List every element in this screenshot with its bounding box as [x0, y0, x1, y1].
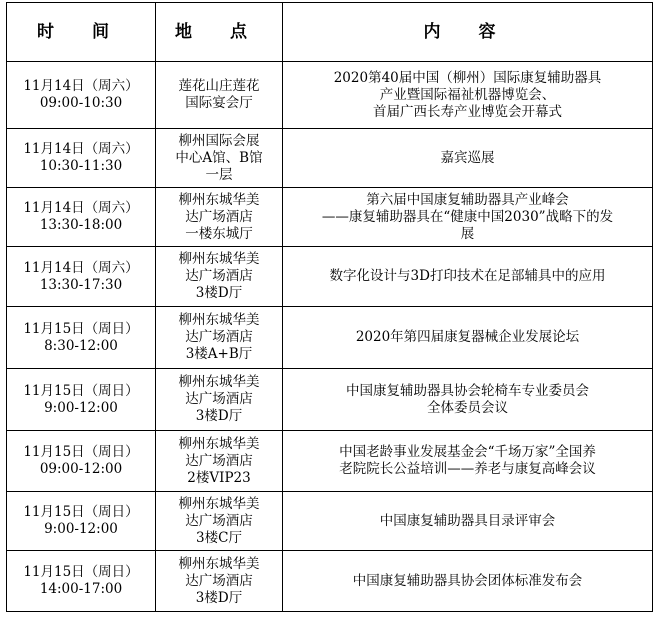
place-line: 3楼A+B厅 — [185, 346, 253, 362]
schedule-table — [6, 2, 653, 612]
table-row — [7, 551, 653, 612]
place-cell — [156, 551, 283, 612]
place-line: 达广场酒店 — [185, 391, 253, 407]
place-line: 3楼D厅 — [195, 589, 243, 606]
table-row — [7, 307, 653, 369]
time-cell — [7, 247, 156, 307]
place-cell — [156, 492, 283, 551]
content-line: 中国康复辅助器具协会团体标准发布会 — [352, 572, 583, 589]
table-row — [7, 369, 653, 431]
content-cell — [283, 307, 653, 369]
content-cell — [283, 62, 653, 129]
header-content: 内 容 — [283, 3, 653, 62]
place-line: 莲花山庄莲花 — [178, 78, 260, 94]
content-line: 2020第40届中国（柳州）国际康复辅助器具 — [333, 69, 602, 86]
content-cell — [283, 492, 653, 551]
place-line: 柳州东城华美 — [178, 374, 260, 390]
place-line: 达广场酒店 — [185, 208, 253, 225]
date-text: 11月15日（周日） — [23, 504, 139, 520]
content-line: 数字化设计与3D打印技术在足部辅具中的应用 — [329, 268, 606, 284]
place-cell — [156, 188, 283, 247]
place-cell — [156, 62, 283, 129]
content-line: 产业暨国际福祉机器博览会、 — [379, 86, 556, 103]
time-text: 09:00-10:30 — [39, 95, 123, 111]
content-line: 全体委员会议 — [427, 399, 508, 416]
place-line: 达广场酒店 — [185, 572, 253, 589]
content-cell — [283, 247, 653, 307]
place-line: 柳州东城华美 — [178, 435, 260, 452]
time-cell — [7, 62, 156, 129]
place-line: 国际宴会厅 — [185, 95, 253, 111]
table-row — [7, 188, 653, 247]
table-row — [7, 129, 653, 188]
content-line: 首届广西长寿产业博览会开幕式 — [373, 103, 562, 120]
place-line: 中心A馆、B馆 — [175, 149, 263, 166]
content-line: ——康复辅助器具在“健康中国2030”战略下的发 — [321, 208, 614, 225]
place-line: 3楼D厅 — [195, 408, 243, 424]
time-cell — [7, 492, 156, 551]
place-line: 3楼C厅 — [196, 529, 242, 546]
date-text: 11月14日（周六） — [23, 141, 139, 157]
header-time: 时 间 — [7, 3, 156, 62]
date-text: 11月14日（周六） — [23, 200, 139, 216]
place-cell — [156, 431, 283, 492]
date-text: 11月15日（周日） — [23, 444, 139, 460]
time-text: 09:00-12:00 — [39, 461, 123, 477]
place-cell — [156, 247, 283, 307]
place-line: 柳州东城华美 — [178, 555, 260, 572]
content-cell — [283, 551, 653, 612]
place-line: 达广场酒店 — [185, 268, 253, 284]
date-text: 11月14日（周六） — [23, 259, 139, 276]
content-line: 老院院长公益培训——养老与康复高峰会议 — [339, 461, 596, 477]
place-cell — [156, 369, 283, 431]
table-row — [7, 247, 653, 307]
place-line: 柳州东城华美 — [178, 191, 260, 208]
date-text: 11月15日（周日） — [23, 320, 139, 337]
table-row — [7, 492, 653, 551]
place-line: 达广场酒店 — [185, 452, 253, 469]
time-text: 13:30-17:30 — [39, 276, 123, 293]
content-line: 2020年第四届康复器械企业发展论坛 — [355, 329, 580, 345]
place-cell — [156, 129, 283, 188]
time-text: 10:30-11:30 — [39, 158, 123, 174]
time-text: 9:00-12:00 — [44, 399, 118, 416]
content-line: 中国康复辅助器具目录评审会 — [379, 512, 556, 529]
place-line: 达广场酒店 — [185, 329, 253, 345]
content-line: 中国老龄事业发展基金会“千场万家”全国养 — [339, 444, 596, 460]
place-line: 柳州东城华美 — [178, 495, 260, 512]
time-text: 14:00-17:00 — [39, 581, 123, 597]
place-line: 柳州国际会展 — [178, 132, 260, 149]
header-row — [7, 3, 653, 62]
place-line: 一楼东城厅 — [185, 225, 253, 242]
time-cell — [7, 129, 156, 188]
date-text: 11月15日（周日） — [23, 564, 139, 580]
time-cell — [7, 431, 156, 492]
table-row — [7, 431, 653, 492]
content-line: 展 — [460, 225, 475, 242]
place-line: 2楼VIP23 — [187, 469, 251, 486]
content-cell — [283, 188, 653, 247]
place-line: 一层 — [205, 166, 233, 183]
place-line: 柳州东城华美 — [178, 312, 260, 328]
time-text: 9:00-12:00 — [44, 521, 118, 537]
time-cell — [7, 307, 156, 369]
date-text: 11月15日（周日） — [23, 382, 139, 399]
place-line: 柳州东城华美 — [178, 251, 260, 267]
time-text: 13:30-18:00 — [39, 217, 123, 233]
place-line: 3楼D厅 — [195, 285, 243, 301]
place-cell — [156, 307, 283, 369]
date-text: 11月14日（周六） — [23, 78, 139, 94]
time-text: 8:30-12:00 — [44, 337, 118, 354]
content-line: 第六届中国康复辅助器具产业峰会 — [366, 191, 569, 208]
content-cell — [283, 431, 653, 492]
time-cell — [7, 551, 156, 612]
place-line: 达广场酒店 — [185, 512, 253, 529]
time-cell — [7, 369, 156, 431]
time-cell — [7, 188, 156, 247]
content-cell — [283, 369, 653, 431]
content-line: 中国康复辅助器具协会轮椅车专业委员会 — [346, 382, 589, 399]
table-row — [7, 62, 653, 129]
header-place: 地 点 — [156, 3, 283, 62]
content-cell — [283, 129, 653, 188]
content-line: 嘉宾巡展 — [440, 149, 495, 166]
